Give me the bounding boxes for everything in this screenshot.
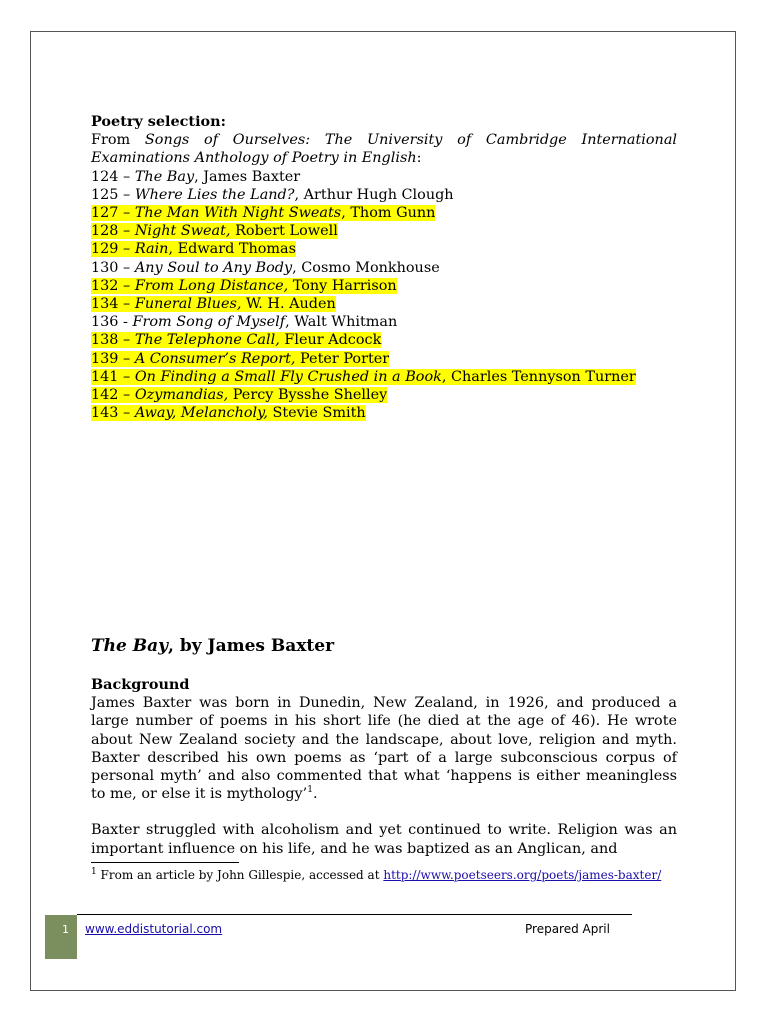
footnote-text: From an article by John Gillespie, accessed at: [96, 868, 384, 882]
poem-author: , Thom Gunn: [341, 205, 436, 222]
poem-author: , Charles Tennyson Turner: [441, 368, 636, 385]
poem-list-item: [91, 386, 677, 404]
footnote-reference[interactable]: 1: [307, 785, 313, 796]
poem-number: 142: [91, 387, 119, 404]
website-link[interactable]: www.eddistutorial.com: [85, 922, 223, 936]
poem-entry: [91, 241, 296, 257]
poem-number: 129: [91, 241, 119, 258]
poem-entry: [91, 314, 397, 330]
poem-author: , Walt Whitman: [285, 314, 398, 331]
poem-separator: –: [118, 387, 135, 404]
poem-author: , by James Baxter: [168, 636, 335, 656]
poem-separator: –: [118, 259, 135, 276]
poem-title: Rain: [134, 241, 169, 258]
poem-separator: –: [118, 368, 135, 385]
prepared-date: Prepared April: [525, 922, 610, 936]
poem-author: Peter Porter: [295, 350, 390, 367]
paragraph-1-text: James Baxter was born in Dunedin, New Zealand, in 1926, and produced a large number of poems in his short life (he died at the age of 46). He wrote about New Zealand society and the landscape, about love, religion and myth. Baxter described his own poems as ‘part of a large subconscious corpus of personal myth’ and also commented that what ‘happens is either meaningless to me, or else it is mythology’: [91, 695, 677, 803]
poem-title: The Bay: [134, 168, 195, 185]
background-section: [91, 676, 677, 858]
anthology-source: [91, 131, 677, 167]
footnote-separator: [91, 862, 239, 863]
poem-entry: [91, 387, 387, 403]
footnote-marker: 1: [91, 867, 97, 877]
poem-number: 128: [91, 223, 119, 240]
poem-separator: –: [118, 332, 135, 349]
poem-title: On Finding a Small Fly Crushed in a Book: [134, 368, 442, 385]
poem-title: Ozymandias,: [134, 387, 229, 404]
poem-author: , Edward Thomas: [168, 241, 297, 258]
poem-list-item: [91, 277, 677, 295]
poem-number: 136: [91, 314, 119, 331]
poem-list-item: [91, 168, 677, 186]
poem-title: Night Sweat,: [134, 223, 231, 240]
poem-separator: -: [118, 314, 133, 331]
document-page: [30, 31, 736, 991]
poem-author: Stevie Smith: [267, 405, 366, 422]
poem-title: Funeral Blues,: [134, 296, 242, 313]
poem-title: From Long Distance,: [134, 277, 289, 294]
poem-separator: –: [118, 241, 135, 258]
poetry-selection: [91, 113, 677, 422]
poem-entry: [91, 260, 440, 276]
poem-title: A Consumer’s Report,: [134, 350, 296, 367]
poem-separator: –: [118, 168, 135, 185]
background-paragraph-1: [91, 694, 677, 803]
poem-author: Robert Lowell: [230, 223, 338, 240]
from-prefix: From: [91, 132, 145, 149]
poem-separator: –: [118, 186, 135, 203]
anthology-title: Songs of Ourselves: The University of Cambridge International Examinations Anthology of Poetry in English: [91, 132, 677, 167]
selection-heading: Poetry selection:: [91, 113, 226, 130]
poem-separator: –: [118, 350, 135, 367]
poem-entry: [91, 296, 336, 312]
poem-entry: [91, 369, 636, 385]
footnote: [91, 868, 677, 883]
poem-author: Fleur Adcock: [279, 332, 382, 349]
poem-title: The Man With Night Sweats: [134, 205, 342, 222]
paragraph-1-end: .: [312, 786, 318, 803]
poem-number: 132: [91, 277, 119, 294]
background-paragraph-2: Baxter struggled with alcoholism and yet continued to write. Religion was an important influence on his life, and he was baptized as an Anglican, and: [91, 822, 677, 857]
poem-entry: [91, 223, 338, 239]
from-suffix: :: [416, 150, 422, 167]
poem-number: 127: [91, 205, 119, 222]
poem-entry: [91, 205, 435, 221]
poem-section-title: [91, 636, 334, 656]
poem-author: , James Baxter: [194, 168, 301, 185]
poem-entry: [91, 351, 389, 367]
poem-list-item: [91, 404, 677, 422]
poem-number: 143: [91, 405, 119, 422]
poem-number: 139: [91, 350, 119, 367]
poem-title: From Song of Myself: [132, 314, 286, 331]
poem-number: 124: [91, 168, 119, 185]
page-number: 1: [62, 923, 69, 936]
poem-entry: [91, 332, 381, 348]
poem-author: Percy Bysshe Shelley: [228, 387, 388, 404]
poem-entry: [91, 405, 366, 421]
poem-number: 125: [91, 186, 119, 203]
poem-separator: –: [118, 277, 135, 294]
poem-number: 141: [91, 368, 119, 385]
poem-number: 138: [91, 332, 119, 349]
footer-separator: [77, 914, 632, 915]
poem-separator: –: [118, 205, 135, 222]
poem-separator: –: [118, 296, 135, 313]
poem-entry: [91, 278, 397, 294]
poem-list-item: [91, 350, 677, 368]
poem-entry: [91, 169, 300, 185]
poem-author: , Cosmo Monkhouse: [292, 259, 440, 276]
poem-title: Any Soul to Any Body: [134, 259, 293, 276]
poem-list: [91, 168, 677, 423]
poem-author: W. H. Auden: [241, 296, 336, 313]
footnote-link[interactable]: http://www.poetseers.org/poets/james-baxter/: [383, 868, 662, 882]
poem-list-item: [91, 331, 677, 349]
poem-list-item: [91, 204, 677, 222]
poem-number: 130: [91, 259, 119, 276]
poem-list-item: [91, 186, 677, 204]
poem-list-item: [91, 295, 677, 313]
poem-number: 134: [91, 296, 119, 313]
poem-title: The Bay: [91, 636, 169, 656]
poem-list-item: [91, 222, 677, 240]
poem-author: , Arthur Hugh Clough: [294, 186, 454, 203]
poem-list-item: [91, 368, 677, 386]
background-heading: Background: [91, 676, 190, 693]
poem-title: The Telephone Call,: [134, 332, 280, 349]
poem-list-item: [91, 240, 677, 258]
poem-separator: –: [118, 223, 135, 240]
poem-list-item: [91, 259, 677, 277]
poem-list-item: [91, 313, 677, 331]
poem-separator: –: [118, 405, 135, 422]
poem-entry: [91, 187, 454, 203]
poem-author: Tony Harrison: [288, 277, 397, 294]
page-number-box: [45, 915, 77, 959]
poem-title: Away, Melancholy,: [134, 405, 268, 422]
poem-title: Where Lies the Land?: [134, 186, 295, 203]
